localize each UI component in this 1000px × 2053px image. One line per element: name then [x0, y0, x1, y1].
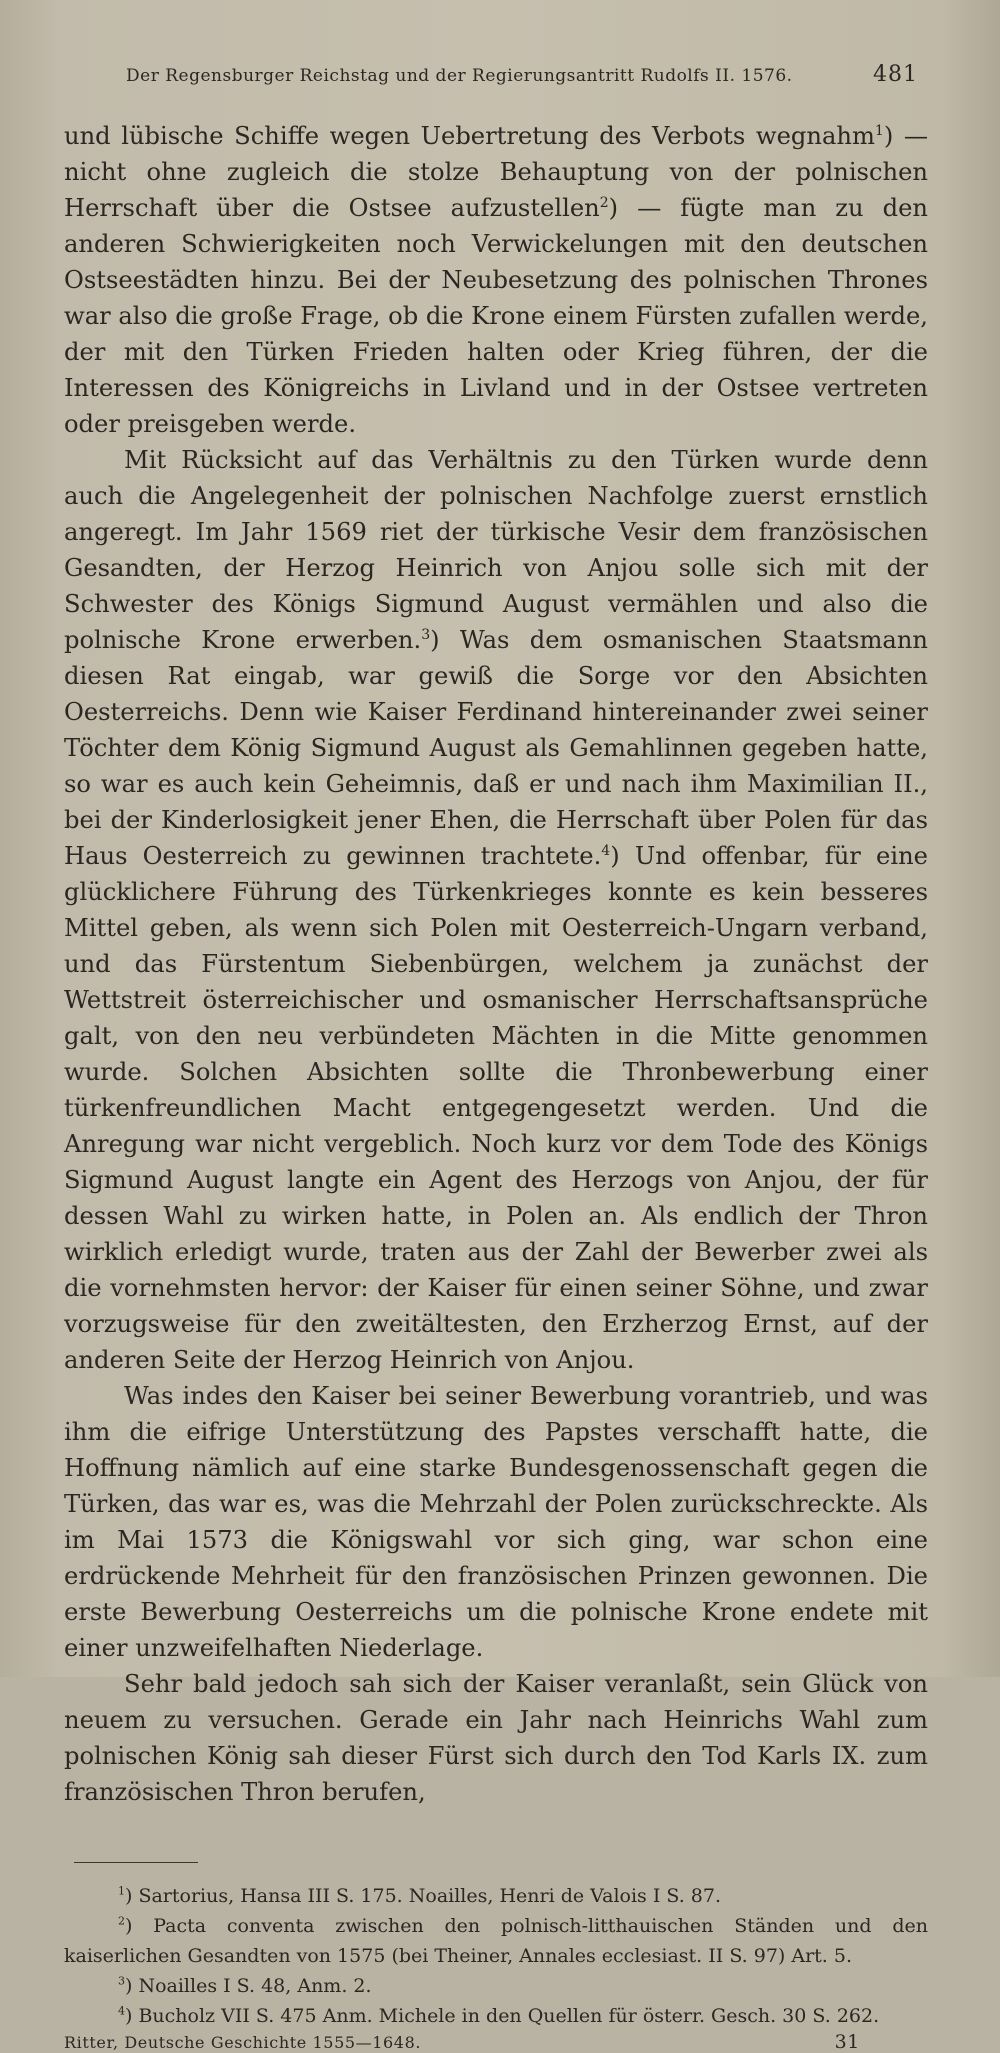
- footnote: [64, 1971, 928, 2001]
- text-run: Was indes den Kaiser bei seiner Bewerbung vorantrieb, und was ihm die eifrige Unterstützung des Papstes verschafft hatte, die Hoffnung nämlich auf eine starke Bundesgenossenschaft gegen die Türken, das war es, was die Mehrzahl der Polen zurückschreckte. Als im Mai 1573 die Königswahl vor sich ging, war schon eine erdrückende Mehrheit für den französischen Prinzen gewonnen. Die erste Bewerbung Oesterreichs um die polnische Krone endete mit einer unzweifelhaften Niederlage.: [64, 1382, 928, 1662]
- footnote: [64, 1911, 928, 1971]
- text-run: ) Was dem osmanischen Staatsmann diesen Rat eingab, war gewiß die Sorge vor den Absichten Oesterreichs. Denn wie Kaiser Ferdinand hintereinander zwei seiner Töchter dem König Sigmund August als Gemahlinnen gegeben hatte, so war es auch kein Geheimnis, daß er und nach ihm Maximilian II., bei der Kinderlosigkeit jener Ehen, die Herrschaft über Polen für das Haus Oesterreich zu gewinnen trachtete.: [64, 626, 928, 870]
- running-title: Der Regensburger Reichstag und der Regierungsantritt Rudolfs II. 1576.: [126, 66, 793, 86]
- signature-line: [64, 2033, 928, 2053]
- page-number: 481: [873, 62, 918, 87]
- footnote-mark: 4: [118, 2004, 126, 2018]
- footnote-ref: 4: [601, 842, 611, 859]
- footnote-text: ) Bucholz VII S. 475 Anm. Michele in den Quellen für österr. Gesch. 30 S. 262.: [125, 2005, 880, 2027]
- footnote-text: ) Pacta conventa zwischen den polnisch-litthauischen Ständen und den kaiserlichen Gesandten von 1575 (bei Theiner, Annales ecclesiast. II S. 97) Art. 5.: [64, 1915, 928, 1967]
- paragraph: [64, 118, 928, 442]
- footnote-text: ) Noailles I S. 48, Anm. 2.: [125, 1975, 372, 1997]
- text-run: Mit Rücksicht auf das Verhältnis zu den Türken wurde denn auch die Angelegenheit der polnischen Nachfolge zuerst ernstlich angeregt. Im Jahr 1569 riet der türkische Vesir dem französischen Gesandten, der Herzog Heinrich von Anjou solle sich mit der Schwester des Königs Sigmund August vermählen und also die polnische Krone erwerben.: [64, 446, 928, 654]
- sheet-number: 31: [834, 2031, 860, 2053]
- footnote-mark: 3: [118, 1974, 126, 1988]
- footnote-ref: 1: [874, 122, 884, 139]
- main-text: [64, 118, 928, 1810]
- text-run: Sehr bald jedoch sah sich der Kaiser veranlaßt, sein Glück von neuem zu versuchen. Gerade ein Jahr nach Heinrichs Wahl zum polnischen König sah dieser Fürst sich durch den Tod Karls IX. zum französischen Thron berufen,: [64, 1670, 928, 1806]
- footnote-mark: 1: [118, 1884, 126, 1898]
- footnote-text: ) Sartorius, Hansa III S. 175. Noailles, Henri de Valois I S. 87.: [125, 1885, 722, 1907]
- footnote: [64, 1881, 928, 1911]
- running-header: [64, 62, 928, 96]
- text-run: ) Und offenbar, für eine glücklichere Führung des Türkenkrieges konnte es kein besseres Mittel geben, als wenn sich Polen mit Oesterreich-Ungarn verband, und das Fürstentum Siebenbürgen, welchem ja zunächst der Wettstreit österreichischer und osmanischer Herrschaftsansprüche galt, von den neu verbündeten Mächten in die Mitte genommen wurde. Solchen Absichten sollte die Thronbewerbung einer türkenfreundlichen Macht entgegengesetzt werden. Und die Anregung war nicht vergeblich. Noch kurz vor dem Tode des Königs Sigmund August langte ein Agent des Herzogs von Anjou, der für dessen Wahl zu wirken hatte, in Polen an. Als endlich der Thron wirklich erledigt wurde, traten aus der Zahl der Bewerber zwei als die vornehmsten hervor: der Kaiser für einen seiner Söhne, und zwar vorzugsweise für den zweitältesten, den Erzherzog Ernst, auf der anderen Seite der Herzog Heinrich von Anjou.: [64, 842, 928, 1374]
- footnote-rule: [74, 1862, 198, 1863]
- text-run: ) — nicht ohne zugleich die stolze Behauptung von der polnischen Herrschaft über die Ostsee aufzustellen: [64, 122, 929, 222]
- text-run: ) — fügte man zu den anderen Schwierigkeiten noch Verwickelungen mit den deutschen Ostseestädten hinzu. Bei der Neubesetzung des polnischen Thrones war also die große Frage, ob die Krone einem Fürsten zufallen werde, der mit den Türken Frieden halten oder Krieg führen, der die Interessen des Königreichs in Livland und in der Ostsee vertreten oder preisgeben werde.: [64, 194, 928, 438]
- footnote-mark: 2: [118, 1914, 126, 1928]
- footnote: [64, 2001, 928, 2031]
- text-run: und lübische Schiffe wegen Uebertretung des Verbots wegnahm: [64, 122, 875, 150]
- paragraph: [64, 1666, 928, 1810]
- paragraph: [64, 1378, 928, 1666]
- footnote-ref: 2: [599, 194, 609, 211]
- footnote-ref: 3: [421, 626, 431, 643]
- book-signature: Ritter, Deutsche Geschichte 1555—1648.: [64, 2033, 422, 2052]
- paragraph: [64, 442, 928, 1378]
- footnotes: [64, 1881, 928, 2031]
